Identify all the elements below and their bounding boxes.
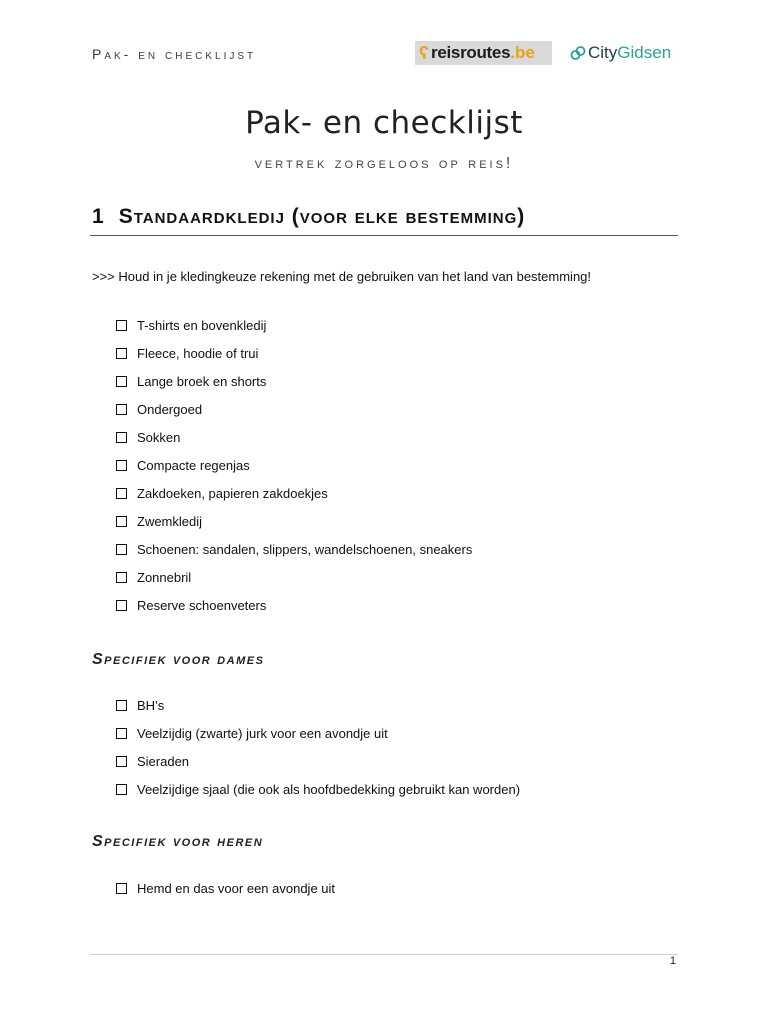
clothing-note: >>> Houd in je kledingkeuze rekening met de gebruiken van het land van bestemming!: [92, 269, 592, 284]
checkbox[interactable]: [116, 700, 127, 711]
checklist-item[interactable]: [116, 775, 520, 803]
subheading-dames: Specifiek voor dames: [92, 651, 265, 668]
checkbox[interactable]: [116, 883, 127, 894]
checkbox[interactable]: [116, 348, 127, 359]
heren-list: [116, 874, 335, 902]
checklist-item-label: Ondergoed: [137, 401, 203, 417]
page-subtitle: vertrek zorgeloos op reis!: [254, 155, 514, 172]
checkbox[interactable]: [116, 460, 127, 471]
running-header: Pak- en checklijst: [92, 46, 257, 62]
checklist-item[interactable]: [116, 747, 520, 775]
checklist-item[interactable]: [116, 311, 472, 339]
subheading-heren: Specifiek voor heren: [92, 833, 264, 850]
checklist-item[interactable]: [116, 451, 472, 479]
reisroutes-logo-tld: .be: [510, 43, 535, 62]
checklist-item[interactable]: [116, 423, 472, 451]
checklist-item-label: Zakdoeken, papieren zakdoekjes: [137, 486, 328, 502]
section-number: 1: [92, 205, 105, 228]
checklist-item-label: Sieraden: [137, 753, 190, 769]
checkbox[interactable]: [116, 572, 127, 583]
reisroutes-logo-name: reisroutes: [431, 43, 511, 62]
heading-divider: [90, 235, 678, 236]
page-title: Pak- en checklijst: [245, 105, 523, 141]
checkbox[interactable]: [116, 432, 127, 443]
checklist-item-label: Sokken: [137, 429, 181, 445]
checkbox[interactable]: [116, 544, 127, 555]
reisroutes-logo: [415, 41, 552, 65]
checklist-item[interactable]: [116, 395, 472, 423]
checklist-item-label: Zonnebril: [137, 570, 192, 586]
checklist-item-label: Fleece, hoodie of trui: [137, 345, 259, 361]
standard-clothing-list: [116, 311, 472, 620]
page-number: 1: [669, 955, 676, 967]
checklist-item[interactable]: [116, 480, 472, 508]
section-heading-standaardkledij: [92, 205, 678, 229]
checklist-item-label: Veelzijdig (zwarte) jurk voor een avondje uit: [137, 725, 388, 741]
checkbox[interactable]: [116, 728, 127, 739]
dames-list: [116, 691, 520, 803]
checklist-item-label: Reserve schoenveters: [137, 598, 267, 614]
checkbox[interactable]: [116, 404, 127, 415]
checklist-item[interactable]: [116, 564, 472, 592]
checklist-item-label: Veelzijdige sjaal (die ook als hoofdbedekking gebruikt kan worden): [137, 781, 521, 797]
checklist-item[interactable]: [116, 508, 472, 536]
reisroutes-route-icon: ʕ: [419, 43, 430, 63]
checklist-item[interactable]: [116, 367, 472, 395]
checklist-item[interactable]: [116, 874, 335, 902]
checklist-item[interactable]: [116, 536, 472, 564]
checkbox[interactable]: [116, 756, 127, 767]
checklist-item-label: Compacte regenjas: [137, 458, 250, 474]
checklist-item[interactable]: [116, 719, 520, 747]
section-heading-text: Standaardkledij (voor elke bestemming): [118, 205, 526, 228]
footer-divider: [90, 954, 678, 955]
checkbox[interactable]: [116, 320, 127, 331]
checklist-item[interactable]: [116, 691, 520, 719]
checklist-item[interactable]: [116, 339, 472, 367]
citygidsen-logo: [570, 43, 671, 63]
checkbox[interactable]: [116, 600, 127, 611]
checklist-item-label: Hemd en das voor een avondje uit: [137, 880, 336, 896]
checklist-item-label: Zwemkledij: [137, 514, 203, 530]
citygidsen-logo-part1: City: [588, 43, 618, 62]
checkbox[interactable]: [116, 376, 127, 387]
checkbox[interactable]: [116, 784, 127, 795]
checklist-item-label: Lange broek en shorts: [137, 373, 267, 389]
checkbox[interactable]: [116, 488, 127, 499]
citygidsen-logo-part2: Gidsen: [617, 43, 672, 62]
checklist-item-label: BH’s: [137, 697, 165, 713]
checklist-item-label: Schoenen: sandalen, slippers, wandelschoenen, sneakers: [137, 542, 473, 558]
checklist-item-label: T-shirts en bovenkledij: [137, 317, 267, 333]
citygidsen-pin-icon: [570, 45, 586, 61]
checklist-item[interactable]: [116, 592, 472, 620]
checkbox[interactable]: [116, 516, 127, 527]
